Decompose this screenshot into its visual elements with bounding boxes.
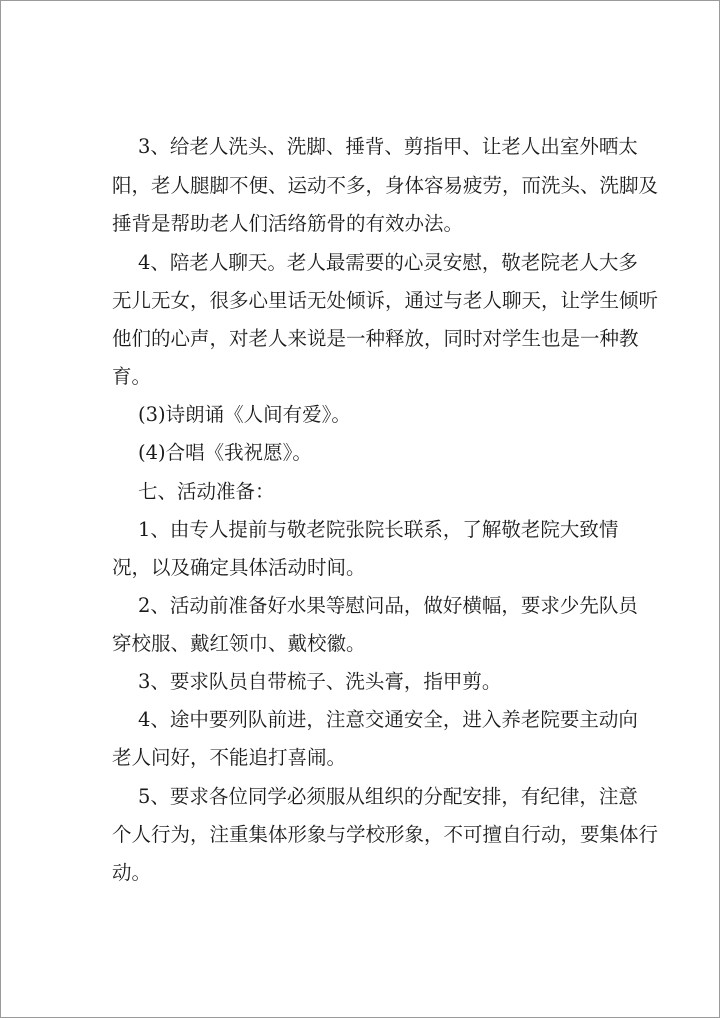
paragraph-item-4-line-3: 他们的心声，对老人来说是一种释放，同时对学生也是一种教 bbox=[112, 327, 639, 350]
prep-item-2-line-1: 2、活动前准备好水果等慰问品，做好横幅，要求少先队员 bbox=[138, 594, 638, 617]
prep-item-4-line-2: 老人问好，不能追打喜闹。 bbox=[112, 746, 347, 769]
prep-item-5-line-2: 个人行为，注重集体形象与学校形象，不可擅自行动，要集体行 bbox=[112, 823, 659, 846]
prep-item-1-line-1: 1、由专人提前与敬老院张院长联系，了解敬老院大致情 bbox=[138, 518, 619, 541]
prep-item-5-line-3: 动。 bbox=[112, 861, 152, 884]
prep-item-5-line-1: 5、要求各位同学必须服从组织的分配安排，有纪律，注意 bbox=[138, 785, 638, 808]
prep-item-3-line-1: 3、要求队员自带梳子、洗头膏，指甲剪。 bbox=[138, 670, 502, 693]
paragraph-item-4-line-2: 无儿无女，很多心里话无处倾诉，通过与老人聊天，让学生倾听 bbox=[112, 289, 659, 312]
paragraph-item-3-line-1: 3、给老人洗头、洗脚、捶背、剪指甲、让老人出室外晒太 bbox=[138, 135, 638, 158]
section-heading-activity-preparation: 七、活动准备： bbox=[138, 480, 275, 503]
paragraph-item-3-line-2: 阳，老人腿脚不便、运动不多，身体容易疲劳，而洗头、洗脚及 bbox=[112, 174, 659, 197]
prep-item-1-line-2: 况，以及确定具体活动时间。 bbox=[112, 556, 366, 579]
program-item-chorus: (4)合唱《我祝愿》。 bbox=[138, 441, 312, 464]
paragraph-item-4-line-4: 育。 bbox=[112, 365, 152, 388]
prep-item-2-line-2: 穿校服、戴红领巾、戴校徽。 bbox=[112, 632, 366, 655]
paragraph-item-3-line-3: 捶背是帮助老人们活络筋骨的有效办法。 bbox=[112, 212, 464, 235]
program-item-poem-recital: (3)诗朗诵《人间有爱》。 bbox=[138, 403, 351, 426]
paragraph-item-4-line-1: 4、陪老人聊天。老人最需要的心灵安慰，敬老院老人大多 bbox=[138, 251, 638, 274]
prep-item-4-line-1: 4、途中要列队前进，注意交通安全，进入养老院要主动向 bbox=[138, 708, 638, 731]
